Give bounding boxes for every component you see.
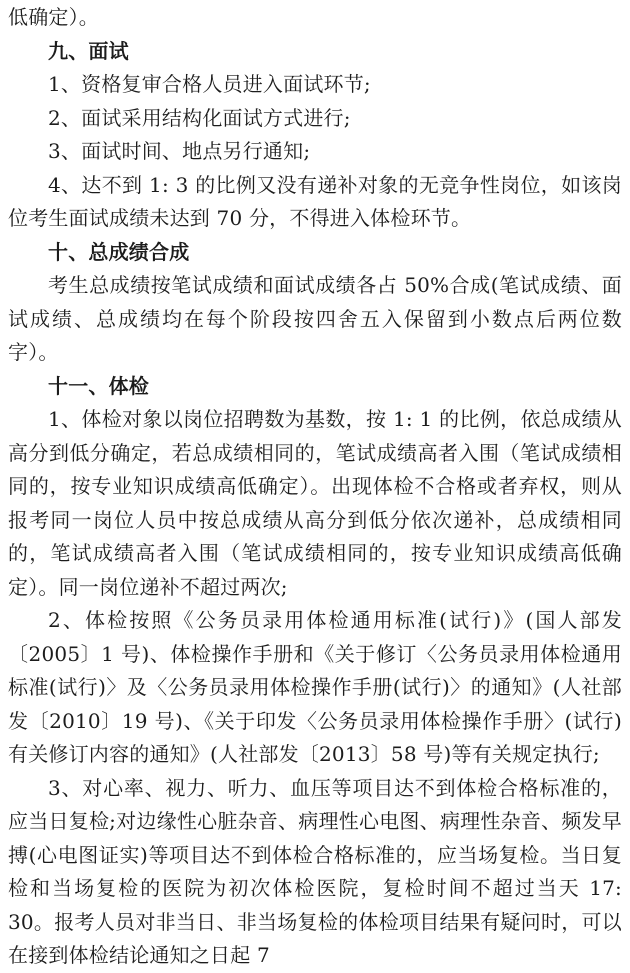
paragraph-physical-exam-item-2: 2、体检按照《公务员录用体检通用标准(试行)》(国人部发〔2005〕1 号)、体检操作手册和《关于修订〈公务员录用体检通用标准(试行)〉及〈公务员录用体检操作手册(试行)〉的通知》(人社部发〔2010〕19 号)、《关于印发〈公务员录用体检操作手册〉(试行)有关修订内容的通知》(人社部发〔2013〕58 号)等有关规定执行; [8,608,622,766]
paragraph-interview-item-4: 4、达不到 1: 3 的比例又没有递补对象的无竞争性岗位，如该岗位考生面试成绩未达到 70 分，不得进入体检环节。 [8,172,622,230]
paragraph-total-score: 考生总成绩按笔试成绩和面试成绩各占 50%合成(笔试成绩、面试成绩、总成绩均在每个阶段按四舍五入保留到小数点后两位数字）。 [8,273,622,364]
paragraph-interview-item-2: 2、面试采用结构化面试方式进行; [48,105,351,130]
paragraph-physical-exam-item-1: 1、体检对象以岗位招聘数为基数，按 1: 1 的比例，依总成绩从高分到低分确定，若总成绩相同的，笔试成绩高者入围（笔试成绩相同的，按专业知识成绩高低确定）。出现体检不合格或者弃权，则从报考同一岗位人员中按总成绩从高分到低分依次递补，总成绩相同的，笔试成绩高者入围（笔试成绩相同的，按专业知识成绩高低确定）。同一岗位递补不超过两次; [8,407,622,599]
section-heading-total-score: 十、总成绩合成 [48,239,190,264]
paragraph-physical-exam-item-3: 3、对心率、视力、听力、血压等项目达不到体检合格标准的，应当日复检;对边缘性心脏杂音、病理性心电图、病理性杂音、频发早搏(心电图证实)等项目达不到体检合格标准的，应当场复检。当日复检和当场复检的医院为初次体检医院，复检时间不超过当天 17: 30。报考人员对非当日、非当场复检的体检项目结果有疑问时，可以在接到体检结论通知之日起 7 [8,775,622,967]
section-heading-interview: 九、面试 [48,38,129,63]
paragraph-continuation-from-previous-page: 低确定）。 [8,5,99,29]
paragraph-interview-item-1: 1、资格复审合格人员进入面试环节; [48,72,371,96]
paragraph-interview-item-3: 3、面试时间、地点另行通知; [48,139,311,163]
section-heading-physical-exam: 十一、体检 [48,373,149,398]
